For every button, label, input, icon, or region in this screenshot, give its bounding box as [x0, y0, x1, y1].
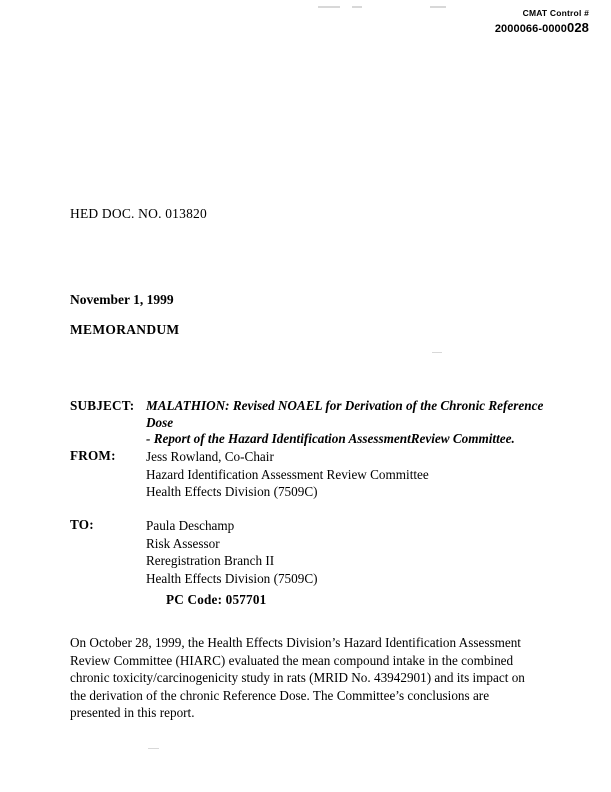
pc-code: PC Code: 057701	[166, 592, 267, 607]
subject-line-1: MALATHION: Revised NOAEL for Derivation of the Chronic Reference Dose	[146, 398, 544, 430]
scan-artifact	[352, 6, 362, 8]
from-line-3: Health Effects Division (7509C)	[146, 484, 318, 500]
subject-label: SUBJECT:	[70, 398, 135, 413]
subject-value	[146, 398, 566, 448]
from-label: FROM:	[70, 448, 116, 463]
to-line-3: Reregistration Branch II	[146, 553, 275, 569]
to-line-1: Paula Deschamp	[146, 518, 235, 533]
to-line-4: Health Effects Division (7509C)	[146, 570, 318, 586]
to-label: TO:	[70, 517, 94, 532]
scan-artifact	[318, 6, 340, 8]
hed-doc-number: HED DOC. NO. 013820	[70, 206, 207, 221]
subject-line-2: - Report of the Hazard Identification AssessmentReview Committee.	[146, 431, 515, 446]
from-value	[146, 448, 546, 501]
cmat-control-number	[495, 20, 589, 37]
body-paragraph: On October 28, 1999, the Health Effects Division’s Hazard Identification Assessment Review Committee (HIARC) evaluated the mean compound intake in the combined chronic toxicity/carcinogenicity study in rats (MRID No. 43942901) and its impact on the derivation of the chronic Reference Dose. The Committee’s conclusions are presented in this report.	[70, 635, 525, 721]
scan-artifact	[148, 748, 159, 749]
cmat-control-stamp	[495, 8, 589, 36]
to-value	[146, 517, 546, 587]
scan-artifact	[430, 6, 446, 8]
cmat-control-number-prefix: 2000066-0000	[494, 22, 567, 35]
scan-artifact	[432, 352, 442, 353]
to-line-2: Risk Assessor	[146, 535, 220, 551]
cmat-control-label: CMAT Control #	[522, 8, 589, 18]
from-line-2: Hazard Identification Assessment Review Committee	[146, 466, 429, 482]
from-line-1: Jess Rowland, Co-Chair	[146, 449, 274, 464]
memorandum-heading: MEMORANDUM	[70, 322, 180, 337]
cmat-control-number-suffix: 028	[567, 19, 589, 35]
document-date: November 1, 1999	[70, 292, 174, 307]
